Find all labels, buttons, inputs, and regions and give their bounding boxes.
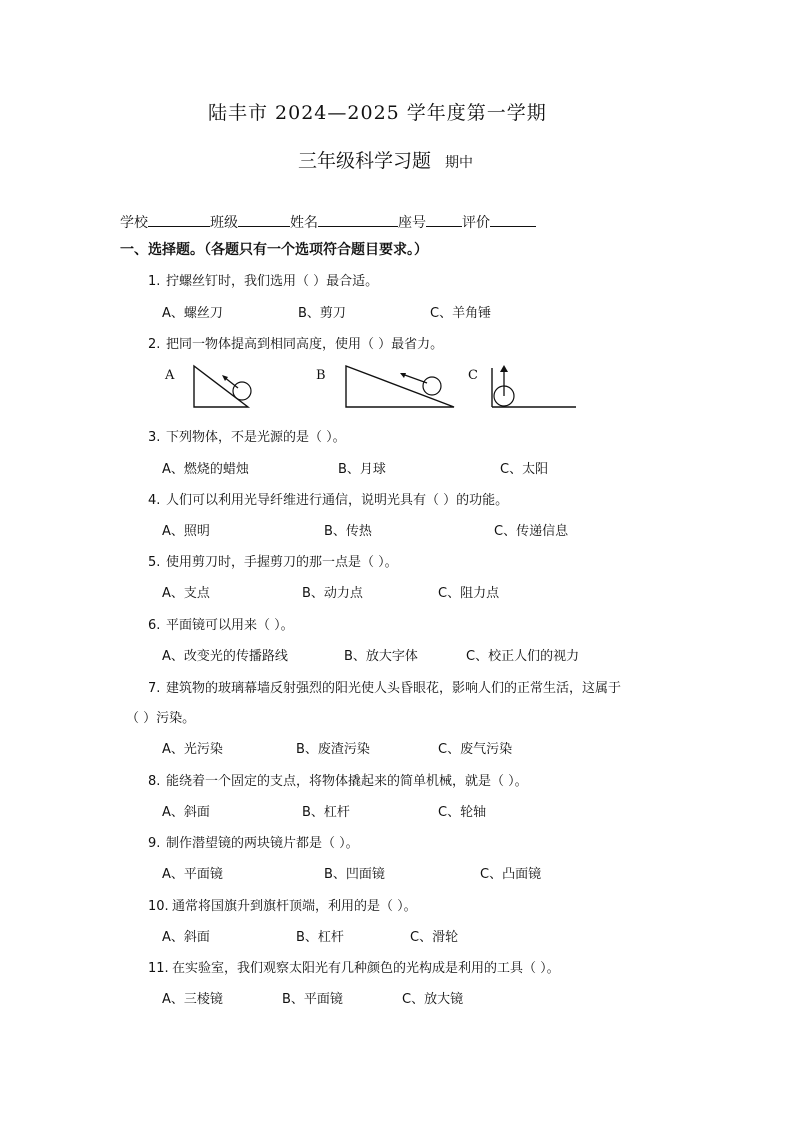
info-label-rating: 评价: [462, 215, 490, 231]
q8-option-a[interactable]: A、斜面: [162, 805, 210, 820]
question-4: [148, 489, 508, 508]
question-9: [148, 832, 359, 851]
q9-option-a[interactable]: A、平面镜: [162, 867, 223, 882]
q1-option-a[interactable]: A、螺丝刀: [162, 306, 223, 321]
q11-option-b[interactable]: B、平面镜: [282, 992, 343, 1007]
q9-option-b[interactable]: B、凹面镜: [324, 867, 385, 882]
question-2: [148, 333, 443, 352]
q10-option-a[interactable]: A、斜面: [162, 930, 210, 945]
question-number: 9.: [148, 836, 161, 851]
question-number: 2.: [148, 337, 161, 352]
question-text: 把同一物体提高到相同高度，使用（ ）最省力。: [166, 337, 444, 352]
question-7: [148, 677, 621, 696]
question-5: [148, 551, 398, 570]
q4-option-c[interactable]: C、传递信息: [494, 524, 569, 539]
class-blank[interactable]: [238, 212, 290, 227]
q5-option-a[interactable]: A、支点: [162, 586, 210, 601]
info-label-name: 姓名: [290, 215, 318, 231]
q3-option-b[interactable]: B、月球: [338, 462, 386, 477]
q7-option-a[interactable]: A、光污染: [162, 742, 223, 757]
question-text: 下列物体，不是光源的是（ ）。: [166, 430, 346, 445]
diagram-label-a[interactable]: A: [165, 368, 175, 383]
question-1: [148, 270, 378, 289]
info-label-school: 学校: [120, 215, 148, 231]
section-title: 一、选择题。（各题只有一个选项符合题目要求。）: [120, 242, 428, 258]
question-text: 制作潜望镜的两块镜片都是（ ）。: [166, 836, 359, 851]
q5-option-b[interactable]: B、动力点: [302, 586, 363, 601]
question-text: 使用剪刀时，手握剪刀的那一点是（ ）。: [166, 555, 398, 570]
q5-option-c[interactable]: C、阻力点: [438, 586, 500, 601]
question-number: 10.: [148, 899, 169, 914]
question-text: 人们可以利用光导纤维进行通信，说明光具有（ ）的功能。: [166, 493, 509, 508]
question-number: 1.: [148, 274, 161, 289]
question-6: [148, 614, 294, 633]
q7-option-c[interactable]: C、废气污染: [438, 742, 513, 757]
q10-option-c[interactable]: C、滑轮: [410, 930, 459, 945]
page-subtitle: [298, 146, 473, 173]
subtitle-text: 三年级科学习题: [298, 150, 432, 172]
q11-option-c[interactable]: C、放大镜: [402, 992, 464, 1007]
q6-option-a[interactable]: A、改变光的传播路线: [162, 649, 288, 664]
question-number: 7.: [148, 681, 161, 696]
q6-option-b[interactable]: B、放大字体: [344, 649, 418, 664]
q11-option-a[interactable]: A、三棱镜: [162, 992, 223, 1007]
question-text: 平面镜可以用来（ ）。: [166, 618, 294, 633]
seat-blank[interactable]: [426, 212, 462, 227]
question-10: [148, 895, 417, 914]
q3-option-c[interactable]: C、太阳: [500, 462, 549, 477]
question-11: [148, 957, 560, 976]
student-info-line: [120, 212, 536, 232]
question-text: 能绕着一个固定的支点，将物体撬起来的简单机械，就是（ ）。: [166, 774, 528, 789]
question-number: 3.: [148, 430, 161, 445]
question-number: 8.: [148, 774, 161, 789]
page-title: 陆丰市 2024—2025 学年度第一学期: [208, 102, 547, 124]
question-3: [148, 426, 346, 445]
q8-option-b[interactable]: B、杠杆: [302, 805, 350, 820]
diagram-label-c[interactable]: C: [468, 368, 478, 383]
term-label: 期中: [445, 155, 474, 171]
school-blank[interactable]: [148, 212, 210, 227]
question-8: [148, 770, 528, 789]
incline-gentle-diagram: [340, 360, 460, 410]
question-7-continued: （ ）污染。: [126, 711, 196, 726]
diagram-label-b[interactable]: B: [316, 368, 326, 383]
q1-option-b[interactable]: B、剪刀: [298, 306, 346, 321]
name-blank[interactable]: [318, 212, 398, 227]
q7-option-b[interactable]: B、废渣污染: [296, 742, 370, 757]
q4-option-a[interactable]: A、照明: [162, 524, 210, 539]
question-text: 通常将国旗升到旗杆顶端，利用的是（ ）。: [172, 899, 417, 914]
question-text: 在实验室，我们观察太阳光有几种颜色的光构成是利用的工具（ ）。: [172, 961, 560, 976]
question-number: 4.: [148, 493, 161, 508]
q10-option-b[interactable]: B、杠杆: [296, 930, 344, 945]
question-number: 11.: [148, 961, 169, 976]
q9-option-c[interactable]: C、凸面镜: [480, 867, 542, 882]
info-label-class: 班级: [210, 215, 238, 231]
vertical-lift-diagram: [486, 360, 580, 410]
rating-blank[interactable]: [490, 212, 536, 227]
question-text: 拧螺丝钉时，我们选用（ ）最合适。: [166, 274, 379, 289]
q8-option-c[interactable]: C、轮轴: [438, 805, 487, 820]
q6-option-c[interactable]: C、校正人们的视力: [466, 649, 580, 664]
q3-option-a[interactable]: A、燃烧的蜡烛: [162, 462, 249, 477]
question-number: 6.: [148, 618, 161, 633]
question-number: 5.: [148, 555, 161, 570]
q4-option-b[interactable]: B、传热: [324, 524, 372, 539]
info-label-seat: 座号: [398, 215, 426, 231]
incline-steep-diagram: [190, 360, 254, 410]
question-text: 建筑物的玻璃幕墙反射强烈的阳光使人头昏眼花，影响人们的正常生活，这属于: [166, 681, 622, 696]
q1-option-c[interactable]: C、羊角锤: [430, 306, 492, 321]
